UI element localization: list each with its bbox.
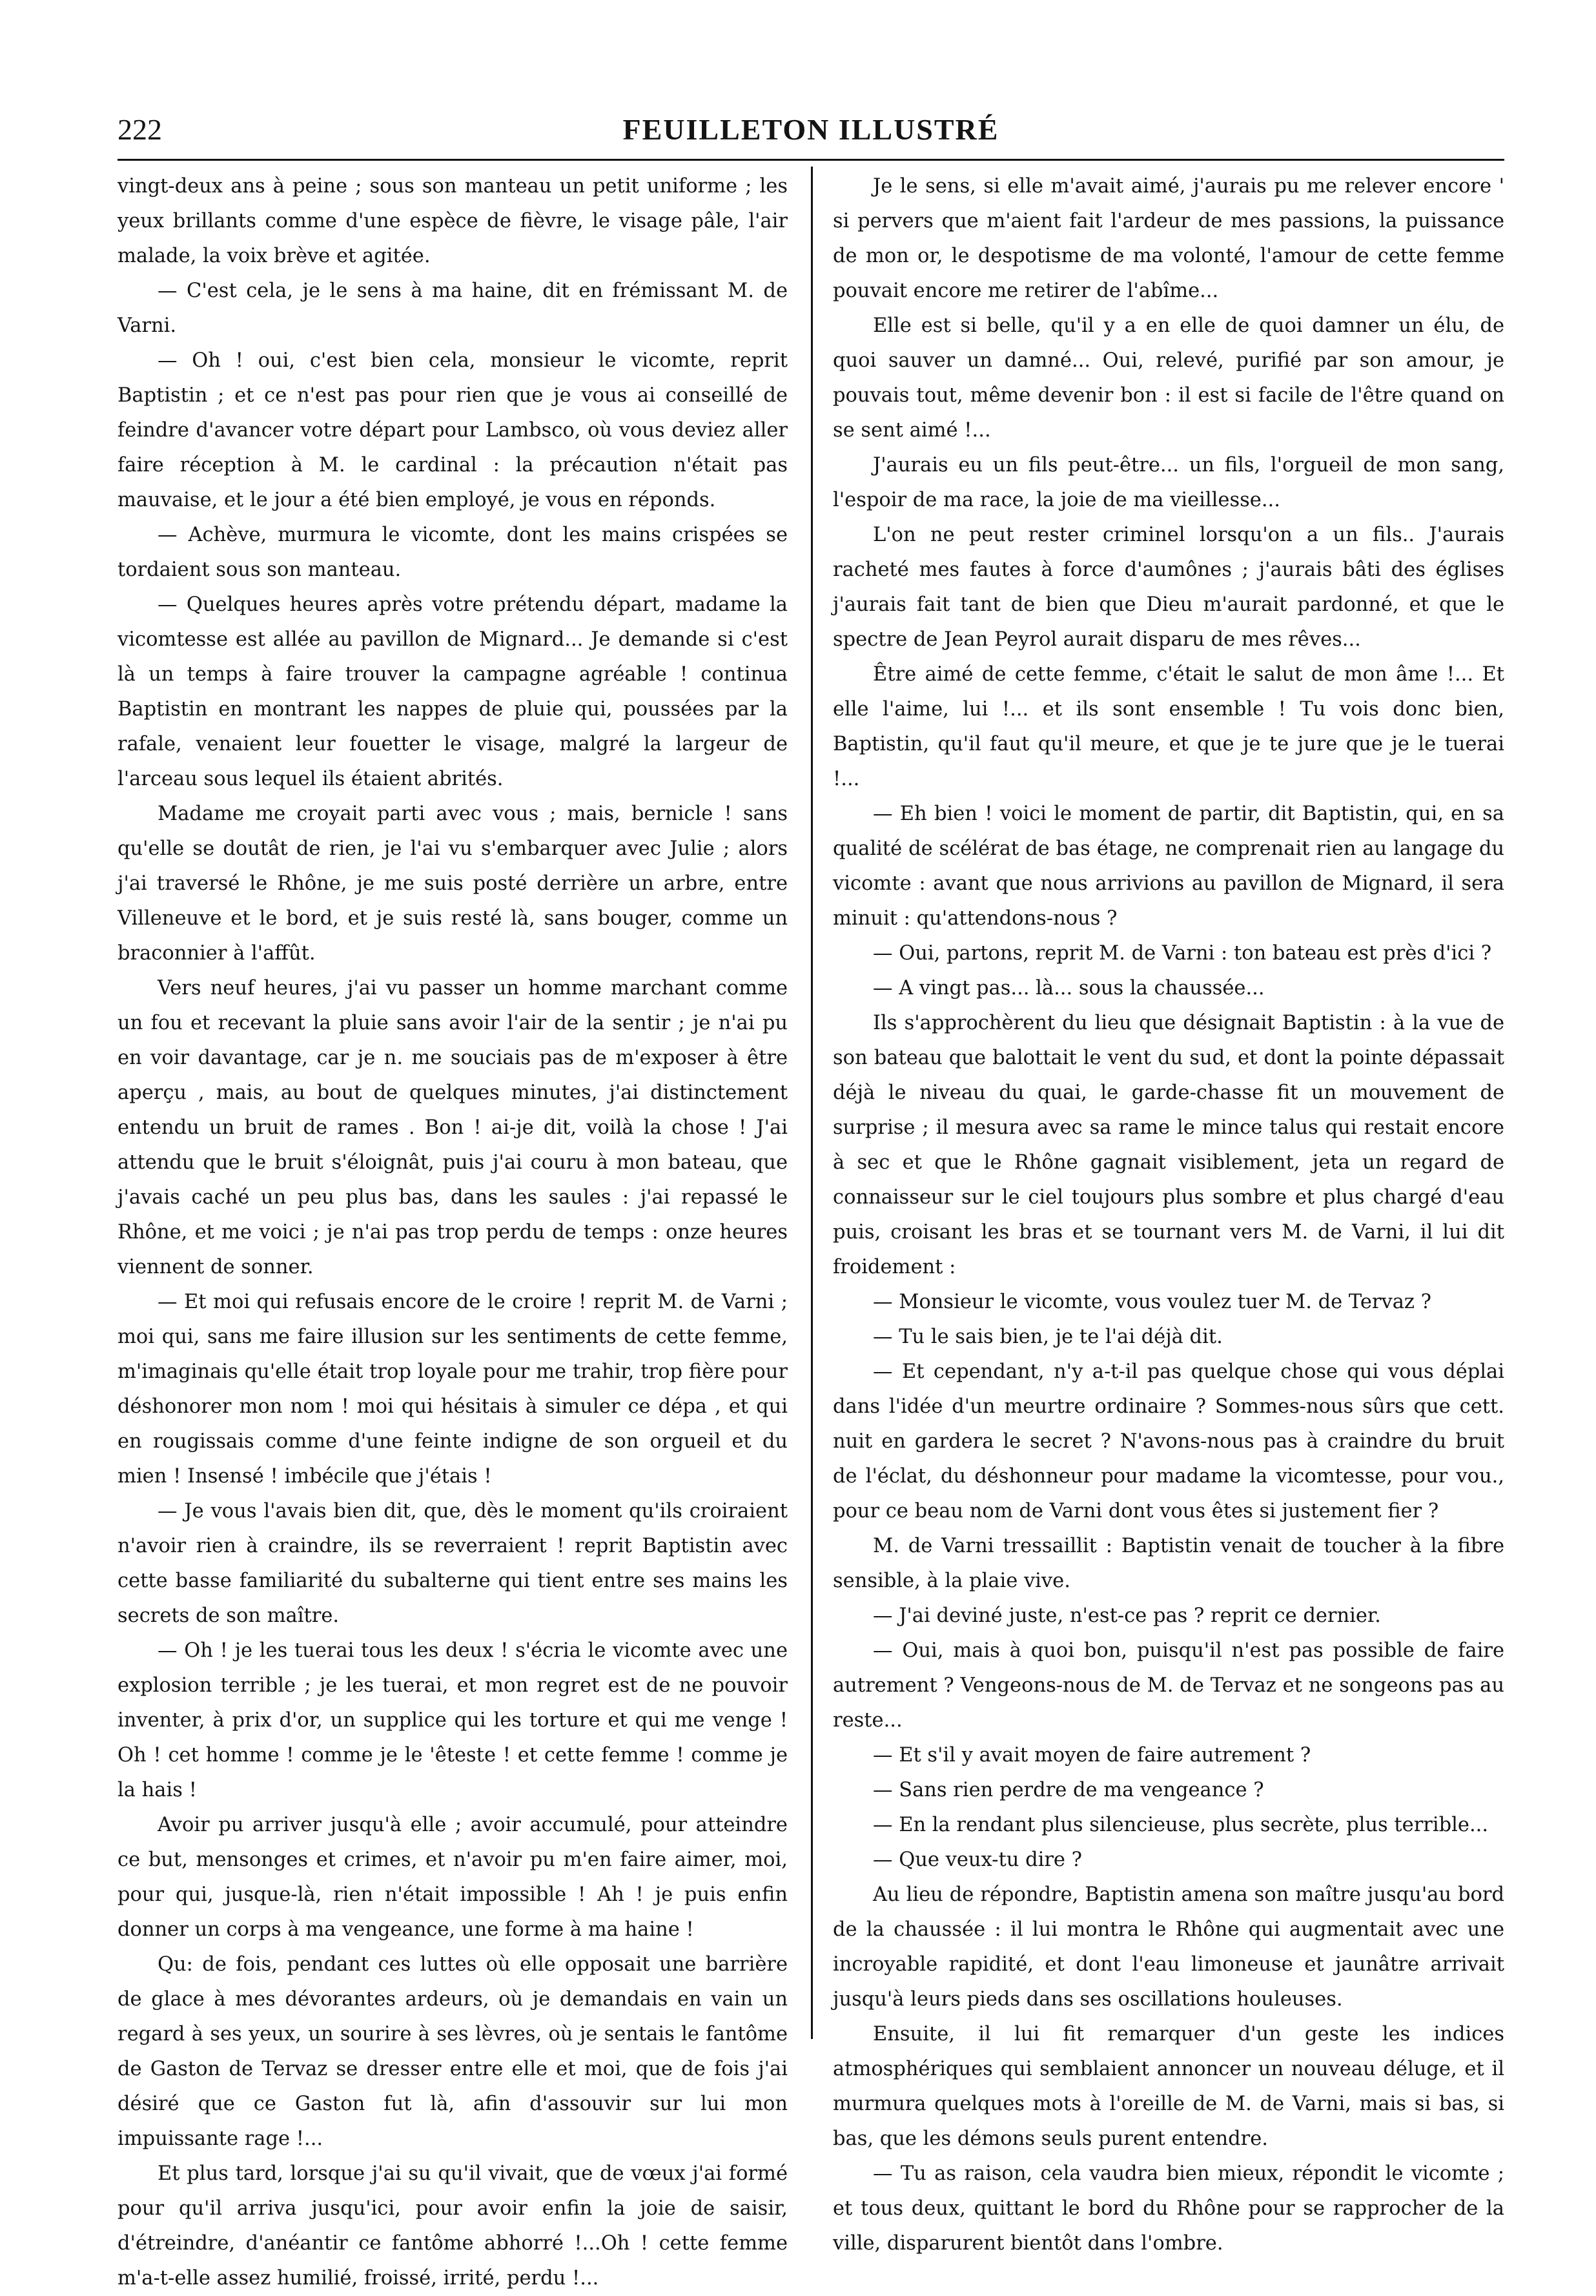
paragraph: — C'est cela, je le sens à ma haine, dit en frémissant M. de Varni. — [118, 280, 788, 337]
paragraph: M. de Varni tressaillit : Baptistin venait de toucher à la fibre sensible, à la plaie vive. — [833, 1535, 1504, 1592]
paragraph: Elle est si belle, qu'il y a en elle de quoi damner un élu, de quoi sauver un damné... Oui, relevé, purifié par son amour, je pouvais tout, même devenir bon : il est si facile de l'être quand on se sent aimé !... — [833, 314, 1504, 442]
paragraph: Et plus tard, lorsque j'ai su qu'il vivait, que de vœux j'ai formé pour qu'il arriva jusqu'ici, pour avoir enfin la joie de saisir, d'étreindre, d'anéantir ce fantôme abhorré !...Oh ! cette femme m'a-t-elle assez humilié, froissé, irrité, perdu !... — [118, 2162, 788, 2290]
column-divider — [811, 167, 813, 2039]
paragraph: Vers neuf heures, j'ai vu passer un homme marchant comme un fou et recevant la pluie sans avoir l'air de la sentir ; je n'ai pu en voir davantage, car je n. me souciais pas de m'exposer à être aperçu , mais, au bout de quelques minutes, j'ai distinctement entendu un bruit de rames . Bon ! ai-je dit, voilà la chose ! J'ai attendu que le bruit s'éloignât, puis j'ai couru à mon bateau, que j'avais caché un peu plus bas, dans les saules : j'ai repassé le Rhône, et me voici ; je n'ai pas trop perdu de temps : onze heures viennent de sonner. — [118, 977, 788, 1278]
paragraph: Qu: de fois, pendant ces luttes où elle opposait une barrière de glace à mes dévorantes ardeurs, où je demandais en vain un regard à ses yeux, un sourire à ses lèvres, où je sentais le fantôme de Gaston de Tervaz se dresser entre elle et moi, que de fois j'ai désiré que ce Gaston fut là, afin d'assouvir sur lui mon impuissante rage !... — [118, 1953, 788, 2150]
paragraph: Avoir pu arriver jusqu'à elle ; avoir accumulé, pour atteindre ce but, mensonges et crimes, et n'avoir pu m'en faire aimer, moi, pour qui, jusque-là, rien n'était impossible ! Ah ! je puis enfin donner un corps à ma vengeance, une forme à ma haine ! — [118, 1814, 788, 1941]
paragraph: Ils s'approchèrent du lieu que désignait Baptistin : à la vue de son bateau que balottait le vent du sud, et dont la pointe dépassait déjà le niveau du quai, le garde-chasse fit un mouvement de surprise ; il mesura avec sa rame le mince talus qui restait encore à sec et que le Rhône gagnait visiblement, jeta un regard de connaisseur sur le ciel toujours plus sombre et plus chargé d'eau puis, croisant les bras et se tournant vers M. de Varni, il lui dit froidement : — [833, 1012, 1504, 1278]
page-title: FEUILLETON ILLUSTRÉ — [622, 113, 999, 146]
paragraph: J'aurais eu un fils peut-être... un fils, l'orgueil de mon sang, l'espoir de ma race, la joie de ma vieillesse... — [833, 454, 1504, 511]
paragraph: Je le sens, si elle m'avait aimé, j'aurais pu me relever encore ' si pervers que m'aient fait l'ardeur de mes passions, la puissance de mon or, le despotisme de ma volonté, l'amour de cette femme pouvait encore me retirer de l'abîme... — [833, 175, 1504, 302]
left-column — [118, 169, 788, 2296]
paragraph: — Que veux-tu dire ? — [873, 1849, 1083, 1871]
right-column — [833, 169, 1504, 2261]
paragraph: — Oui, mais à quoi bon, puisqu'il n'est pas possible de faire autrement ? Vengeons-nous de M. de Tervaz et ne songeons pas au reste... — [833, 1639, 1504, 1732]
paragraph: — Monsieur le vicomte, vous voulez tuer M. de Tervaz ? — [873, 1291, 1431, 1313]
paragraph: — Tu as raison, cela vaudra bien mieux, répondit le vicomte ; et tous deux, quittant le bord du Rhône pour se rapprocher de la ville, disparurent bientôt dans l'ombre. — [833, 2162, 1504, 2255]
paragraph: vingt-deux ans à peine ; sous son manteau un petit uniforme ; les yeux brillants comme d'une espèce de fièvre, le visage pâle, l'air malade, la voix brève et agitée. — [118, 175, 788, 267]
paragraph: — Achève, murmura le vicomte, dont les mains crispées se tordaient sous son manteau. — [118, 524, 788, 581]
paragraph: — A vingt pas... là... sous la chaussée... — [873, 977, 1265, 999]
paragraph: L'on ne peut rester criminel lorsqu'on a un fils.. J'aurais racheté mes fautes à force d'aumônes ; j'aurais bâti des églises j'aurais fait tant de bien que Dieu m'aurait pardonné, et que le spectre de Jean Peyrol aurait disparu de mes rêves... — [833, 524, 1504, 651]
paragraph: — Oh ! je les tuerai tous les deux ! s'écria le vicomte avec une explosion terrible ; je les tuerai, et mon regret est de ne pouvoir inventer, à prix d'or, un supplice qui les torture et qui me venge ! Oh ! cet homme ! comme je le 'êteste ! et cette femme ! comme je la hais ! — [118, 1639, 788, 1801]
header-rule — [118, 159, 1504, 161]
paragraph: — Oh ! oui, c'est bien cela, monsieur le vicomte, reprit Baptistin ; et ce n'est pas pour rien que je vous ai conseillé de feindre d'avancer votre départ pour Lambsco, où vous deviez aller faire réception à M. le cardinal : la précaution n'était pas mauvaise, et le jour a été bien employé, je vous en réponds. — [118, 349, 788, 511]
paragraph: — Quelques heures après votre prétendu départ, madame la vicomtesse est allée au pavillon de Mignard... Je demande si c'est là un temps à faire trouver la campagne agréable ! continua Baptistin en montrant les nappes de pluie qui, poussées par la rafale, venaient leur fouetter le visage, malgré la largeur de l'arceau sous lequel ils étaient abrités. — [118, 593, 788, 790]
paragraph: — Oui, partons, reprit M. de Varni : ton bateau est près d'ici ? — [873, 942, 1492, 965]
paragraph: — J'ai deviné juste, n'est-ce pas ? reprit ce dernier. — [873, 1604, 1381, 1627]
page-number: 222 — [118, 113, 162, 146]
paragraph: Madame me croyait parti avec vous ; mais, bernicle ! sans qu'elle se doutât de rien, je l'ai vu s'embarquer avec Julie ; alors j'ai traversé le Rhône, je me suis posté derrière un arbre, entre Villeneuve et le bord, et je suis resté là, sans bouger, comme un braconnier à l'affût. — [118, 803, 788, 965]
page-header — [118, 108, 1504, 154]
paragraph: Être aimé de cette femme, c'était le salut de mon âme !... Et elle l'aime, lui !... et ils sont ensemble ! Tu vois donc bien, Baptistin, qu'il faut qu'il meure, et que je te jure que je le tuerai !... — [833, 663, 1504, 790]
paragraph: — Et moi qui refusais encore de le croire ! reprit M. de Varni ; moi qui, sans me faire illusion sur les sentiments de cette femme, m'imaginais qu'elle était trop loyale pour me trahir, trop fière pour déshonorer mon nom ! moi qui hésitais à simuler ce dépa , et qui en rougissais comme d'une feinte indigne de son orgueil et du mien ! Insensé ! imbécile que j'étais ! — [118, 1291, 788, 1488]
paragraph: — Et cependant, n'y a-t-il pas quelque chose qui vous déplai dans l'idée d'un meurtre ordinaire ? Sommes-nous sûrs que cett. nuit en gardera le secret ? N'avons-nous pas à craindre du bruit de l'éclat, du déshonneur pour madame la vicomtesse, pour vou., pour ce beau nom de Varni dont vous êtes si justement fier ? — [833, 1360, 1504, 1522]
paragraph: Au lieu de répondre, Baptistin amena son maître jusqu'au bord de la chaussée : il lui montra le Rhône qui augmentait avec une incroyable rapidité, et dont l'eau limoneuse et jaunâtre arrivait jusqu'à leurs pieds dans ses oscillations houleuses. — [833, 1883, 1504, 2011]
paragraph: — Sans rien perdre de ma vengeance ? — [873, 1779, 1264, 1801]
paragraph: — Eh bien ! voici le moment de partir, dit Baptistin, qui, en sa qualité de scélérat de bas étage, ne comprenait rien au langage du vicomte : avant que nous arrivions au pavillon de Mignard, il sera minuit : qu'attendons-nous ? — [833, 803, 1504, 930]
paragraph: — Tu le sais bien, je te l'ai déjà dit. — [873, 1326, 1223, 1348]
paragraph: Ensuite, il lui fit remarquer d'un geste les indices atmosphériques qui semblaient annoncer un nouveau déluge, et il murmura quelques mots à l'oreille de M. de Varni, mais si bas, si bas, que les démons seuls purent entendre. — [833, 2023, 1504, 2150]
paragraph: — Et s'il y avait moyen de faire autrement ? — [873, 1744, 1311, 1767]
paragraph: — Je vous l'avais bien dit, que, dès le moment qu'ils croiraient n'avoir rien à craindre, ils se reverraient ! reprit Baptistin avec cette basse familiarité du subalterne qui tient entre ses mains les secrets de son maître. — [118, 1500, 788, 1627]
paragraph: — En la rendant plus silencieuse, plus secrète, plus terrible... — [873, 1814, 1489, 1836]
